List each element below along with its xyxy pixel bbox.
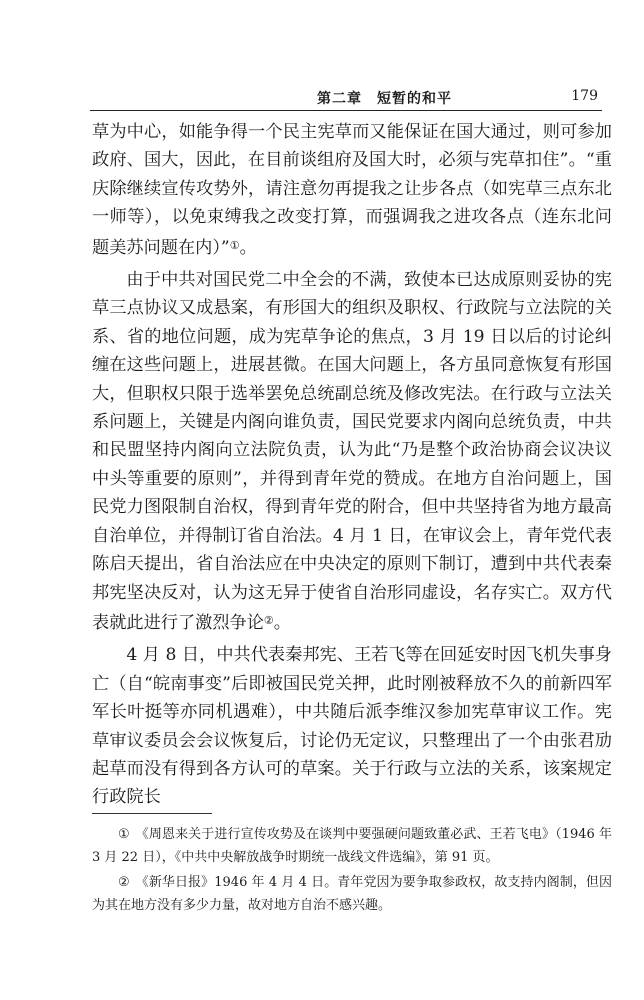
paragraph [92,266,612,637]
footnote-mark: ① [118,827,130,842]
paragraph-tail: 。 [273,612,291,633]
main-text [92,118,612,812]
footnote-item [92,871,612,917]
running-header [90,86,602,111]
footnote-ref-1: ① [229,238,240,252]
paragraph-text: 4 月 8 日，中共代表秦邦宪、王若飞等在回延安时因飞机失事身亡（自“皖南事变”后即被国民党关押，此时刚被释放不久的前新四军军长叶挺等亦同机遇难），中共随后派李维汉参加宪草审议工作。宪草审议委员会会议恢复后，讨论仍无定议，只整理出了一个由张君劢起草而没有得到各方认可的草案。关于行政与立法的关系，该案规定行政院长 [92,645,612,808]
paragraph-continued [92,118,612,262]
paragraph [92,641,612,811]
footnote-item [92,823,612,869]
footnote-text: 《周恩来关于进行宣传攻势及在谈判中要强硬问题致董必武、王若飞电》（1946 年 3 月 22 日），《中共中央解放战争时期统一战线文件选编》，第 91 页。 [92,827,613,865]
paragraph-tail: 。 [239,237,257,258]
footnote-text: 《新华日报》1946 年 4 月 4 日。青年党因为要争取参政权，故支持内阁制，但因为其在地方没有多少力量，故对地方自治不感兴趣。 [92,875,613,913]
paragraph-text: 由于中共对国民党二中全会的不满，致使本已达成原则妥协的宪草三点协议又成悬案，有形国大的组织及职权、行政院与立法院的关系、省的地位问题，成为宪草争论的焦点，3 月 19 日以后的讨论纠缠在这些问题上，进展甚微。在国大问题上，各方虽同意恢复有形国大，但职权只限于选举罢免总统副总统及修改宪法。在行政与立法关系问题上，关键是内阁向谁负责，国民党要求内阁向总统负责，中共和民盟坚持内阁向立法院负责，认为此“乃是整个政治协商会议决议中头等重要的原则”，并得到青年党的赞成。在地方自治问题上，国民党力图限制自治权，得到青年党的附合，但中共坚持省为地方最高自治单位，并得制订省自治法。4 月 1 日，在审议会上，青年党代表陈启天提出，省自治法应在中央决定的原则下制订，遭到中共代表秦邦宪坚决反对，认为这无异于使省自治形同虚设，名存实亡。双方代表就此进行了激烈争论 [92,270,612,633]
page-number: 179 [571,88,598,104]
paragraph-text: 草为中心，如能争得一个民主宪草而又能保证在国大通过，则可参加政府、国大，因此，在目前谈组府及国大时，必须与宪草扣住”。“重庆除继续宣传攻势外，请注意勿再提我之让步各点（如宪草三点东北一师等），以免束缚我之改变打算，而强调我之进攻各点（连东北问题美苏问题在内）” [92,122,612,258]
footnote-divider [92,813,212,814]
footnote-mark: ② [118,875,130,890]
chapter-title: 第二章 短暂的和平 [317,91,452,107]
footnote-ref-2: ② [263,613,274,627]
footnotes [92,823,612,919]
